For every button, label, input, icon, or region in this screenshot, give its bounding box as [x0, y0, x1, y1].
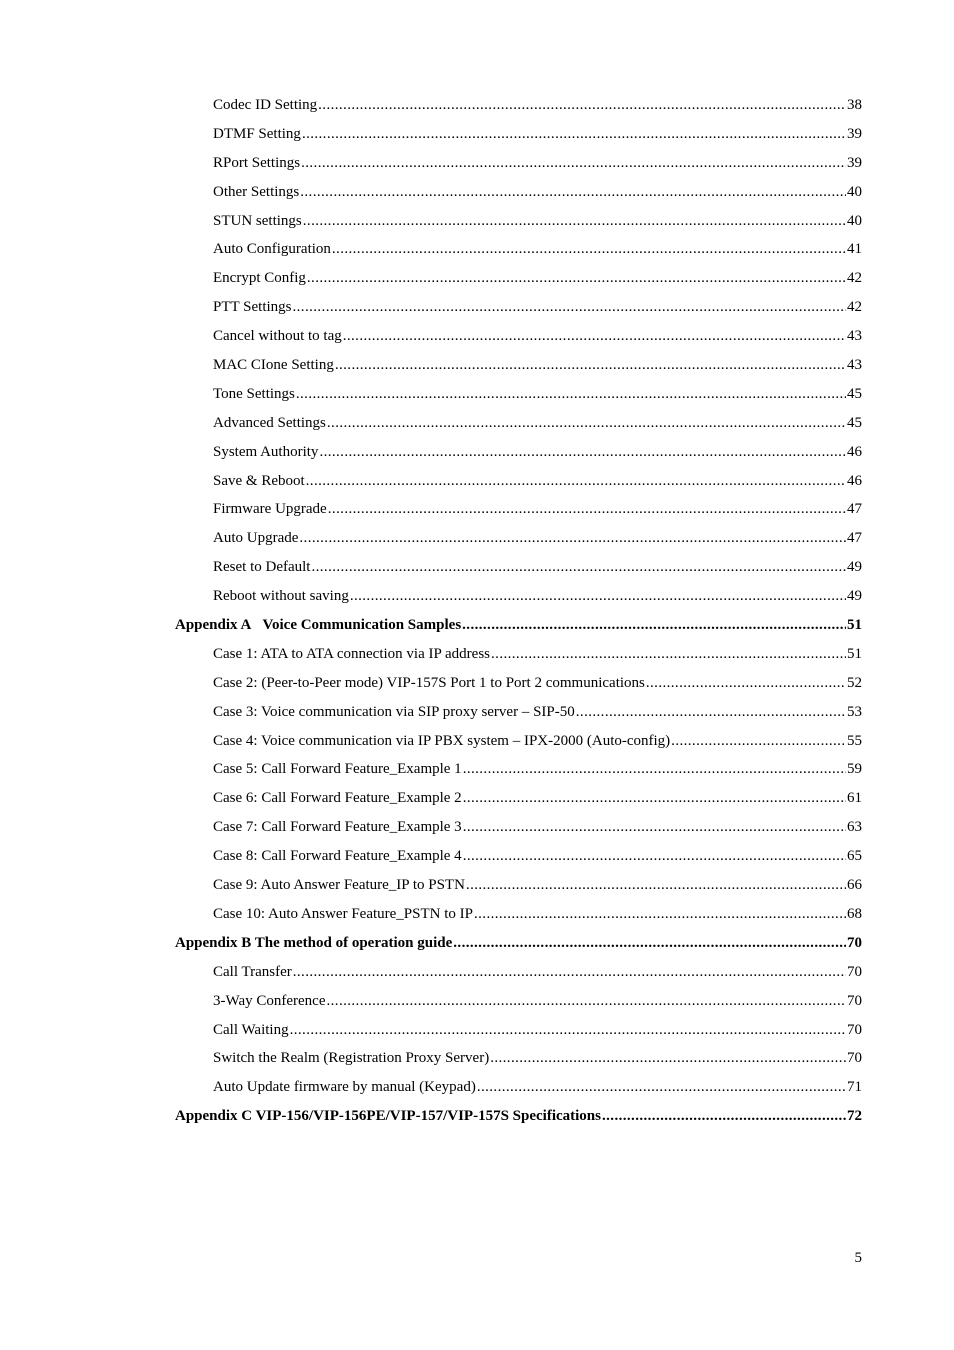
toc-entry-title: Reset to Default	[213, 559, 311, 576]
toc-entry[interactable]	[0, 524, 862, 553]
toc-entry-page: 71	[847, 1079, 862, 1096]
toc-entry-title: Firmware Upgrade	[213, 501, 327, 518]
toc-entry[interactable]	[0, 322, 862, 351]
toc-entry-page: 70	[847, 934, 862, 951]
toc-entry[interactable]	[0, 871, 862, 900]
toc-dot-leader	[306, 467, 846, 496]
toc-entry-page: 70	[847, 992, 862, 1009]
toc-entry[interactable]	[0, 235, 862, 264]
toc-dot-leader	[350, 582, 846, 611]
toc-dot-leader	[491, 640, 846, 669]
toc-entry[interactable]	[0, 380, 862, 409]
toc-entry-page: 65	[847, 848, 862, 865]
toc-entry-page: 51	[847, 617, 862, 634]
toc-dot-leader	[318, 91, 846, 120]
toc-entry[interactable]	[0, 1073, 862, 1102]
toc-dot-leader	[576, 698, 846, 727]
toc-entry[interactable]	[0, 207, 862, 236]
toc-entry[interactable]	[0, 293, 862, 322]
toc-entry[interactable]	[0, 120, 862, 149]
toc-appendix-entry[interactable]	[0, 1102, 862, 1131]
toc-dot-leader	[296, 380, 846, 409]
toc-entry-page: 43	[847, 357, 862, 374]
toc-entry-title: DTMF Setting	[213, 125, 301, 142]
toc-dot-leader	[477, 1073, 846, 1102]
toc-dot-leader	[335, 351, 846, 380]
toc-dot-leader	[671, 727, 846, 756]
toc-entry[interactable]	[0, 813, 862, 842]
toc-entry-title: Advanced Settings	[213, 414, 326, 431]
toc-entry-title: Auto Update firmware by manual (Keypad)	[213, 1079, 476, 1096]
toc-entry-title: Auto Configuration	[213, 241, 331, 258]
toc-dot-leader	[332, 235, 846, 264]
toc-entry-page: 72	[847, 1108, 862, 1125]
toc-entry-title: Case 2: (Peer-to-Peer mode) VIP-157S Port 1 to Port 2 communications	[213, 674, 645, 691]
toc-entry-title: Case 7: Call Forward Feature_Example 3	[213, 819, 462, 836]
toc-entry[interactable]	[0, 727, 862, 756]
toc-entry-title: MAC CIone Setting	[213, 357, 334, 374]
toc-dot-leader	[463, 755, 846, 784]
toc-entry[interactable]	[0, 149, 862, 178]
toc-dot-leader	[307, 264, 846, 293]
toc-dot-leader	[293, 958, 846, 987]
toc-entry[interactable]	[0, 987, 862, 1016]
toc-entry[interactable]	[0, 409, 862, 438]
toc-entry-title: Switch the Realm (Registration Proxy Server)	[213, 1050, 490, 1067]
toc-dot-leader	[299, 524, 846, 553]
toc-dot-leader	[327, 409, 846, 438]
toc-dot-leader	[463, 784, 846, 813]
toc-entry-page: 70	[847, 963, 862, 980]
toc-entry[interactable]	[0, 1044, 862, 1073]
toc-dot-leader	[300, 178, 846, 207]
toc-dot-leader	[302, 120, 846, 149]
toc-appendix-entry[interactable]	[0, 611, 862, 640]
toc-entry-page: 43	[847, 328, 862, 345]
toc-entry-title: Call Waiting	[213, 1021, 289, 1038]
toc-entry-page: 47	[847, 530, 862, 547]
toc-dot-leader	[490, 1044, 846, 1073]
page-number: 5	[854, 1250, 862, 1266]
toc-entry-title: Appendix B The method of operation guide	[175, 934, 453, 951]
toc-entry[interactable]	[0, 698, 862, 727]
toc-entry-page: 55	[847, 732, 862, 749]
toc-entry-page: 66	[847, 877, 862, 894]
toc-entry[interactable]	[0, 900, 862, 929]
toc-entry[interactable]	[0, 438, 862, 467]
toc-entry[interactable]	[0, 582, 862, 611]
toc-entry-title: STUN settings	[213, 212, 302, 229]
toc-entry[interactable]	[0, 495, 862, 524]
toc-entry-title: Codec ID Setting	[213, 97, 318, 113]
toc-entry-page: 49	[847, 588, 862, 605]
toc-entry-title: Encrypt Config	[213, 270, 306, 287]
toc-entry-title: Case 3: Voice communication via SIP proxy server – SIP-50	[213, 703, 575, 720]
toc-entry[interactable]	[0, 553, 862, 582]
toc-entry[interactable]	[0, 784, 862, 813]
toc-entry-title: Appendix A Voice Communication Samples	[175, 617, 462, 634]
toc-entry-title: Case 10: Auto Answer Feature_PSTN to IP	[213, 905, 473, 922]
toc-entry-page: 42	[847, 299, 862, 316]
toc-dot-leader	[463, 842, 846, 871]
toc-entry[interactable]	[0, 958, 862, 987]
toc-entry[interactable]	[0, 91, 862, 120]
toc-entry-title: Case 8: Call Forward Feature_Example 4	[213, 848, 462, 865]
toc-entry-page: 70	[847, 1021, 862, 1038]
toc-entry-title: Cancel without to tag	[213, 328, 342, 345]
toc-entry-page: 39	[847, 125, 862, 142]
toc-dot-leader	[602, 1102, 846, 1131]
toc-dot-leader	[474, 900, 846, 929]
toc-entry-page: 51	[847, 645, 862, 662]
toc-entry-title: Tone Settings	[213, 385, 295, 402]
toc-entry-page: 38	[847, 97, 862, 113]
toc-entry-page: 63	[847, 819, 862, 836]
toc-entry-page: 52	[847, 674, 862, 691]
toc-entry-page: 45	[847, 414, 862, 431]
toc-entry-title: 3-Way Conference	[213, 992, 326, 1009]
toc-dot-leader	[328, 495, 846, 524]
toc-entry-title: Save & Reboot	[213, 472, 305, 489]
toc-entry-title: Other Settings	[213, 183, 300, 200]
toc-dot-leader	[646, 669, 846, 698]
toc-appendix-entry[interactable]	[0, 929, 862, 958]
toc-entry-title: PTT Settings	[213, 299, 292, 316]
toc-entry-page: 46	[847, 472, 862, 489]
toc-entry-title: Appendix C VIP-156/VIP-156PE/VIP-157/VIP-157S Specifications	[175, 1108, 601, 1125]
toc-dot-leader	[319, 438, 846, 467]
toc-entry-page: 49	[847, 559, 862, 576]
toc-dot-leader	[290, 1016, 846, 1045]
toc-entry-title: Case 4: Voice communication via IP PBX system – IPX-2000 (Auto-config)	[213, 732, 671, 749]
toc-entry-page: 39	[847, 154, 862, 171]
toc-entry[interactable]	[0, 640, 862, 669]
toc-entry[interactable]	[0, 467, 862, 496]
toc-entry-page: 68	[847, 905, 862, 922]
toc-entry-title: Case 9: Auto Answer Feature_IP to PSTN	[213, 877, 465, 894]
toc-entry-title: System Authority	[213, 443, 319, 460]
toc-entry-page: 45	[847, 385, 862, 402]
toc-entry[interactable]	[0, 178, 862, 207]
toc-entry[interactable]	[0, 842, 862, 871]
toc-entry-title: RPort Settings	[213, 154, 301, 171]
toc-entry[interactable]	[0, 669, 862, 698]
toc-dot-leader	[301, 149, 846, 178]
toc-entry-page: 53	[847, 703, 862, 720]
toc-entry[interactable]	[0, 351, 862, 380]
toc-entry-title: Case 1: ATA to ATA connection via IP address	[213, 645, 491, 662]
toc-dot-leader	[463, 813, 846, 842]
toc-dot-leader	[462, 611, 846, 640]
toc-dot-leader	[293, 293, 847, 322]
toc-entry[interactable]	[0, 1016, 862, 1045]
toc-entry-page: 40	[847, 183, 862, 200]
toc-entry-title: Case 5: Call Forward Feature_Example 1	[213, 761, 462, 778]
toc-dot-leader	[327, 987, 847, 1016]
toc-entry-page: 40	[847, 212, 862, 229]
toc-entry-page: 42	[847, 270, 862, 287]
toc-entry-title: Reboot without saving	[213, 588, 349, 605]
toc-entry-title: Call Transfer	[213, 963, 292, 980]
toc-entry-page: 61	[847, 790, 862, 807]
toc-entry-page: 47	[847, 501, 862, 518]
toc-entry-page: 59	[847, 761, 862, 778]
toc-dot-leader	[453, 929, 846, 958]
toc-entry-page: 41	[847, 241, 862, 258]
toc-dot-leader	[303, 207, 846, 236]
toc-dot-leader	[311, 553, 846, 582]
toc-entry-title: Auto Upgrade	[213, 530, 299, 547]
toc-dot-leader	[466, 871, 846, 900]
toc-entry[interactable]	[0, 755, 862, 784]
toc-entry[interactable]	[0, 264, 862, 293]
toc-entry-title: Case 6: Call Forward Feature_Example 2	[213, 790, 462, 807]
toc-entry-page: 46	[847, 443, 862, 460]
table-of-contents	[0, 91, 954, 1131]
toc-dot-leader	[343, 322, 846, 351]
toc-entry-page: 70	[847, 1050, 862, 1067]
